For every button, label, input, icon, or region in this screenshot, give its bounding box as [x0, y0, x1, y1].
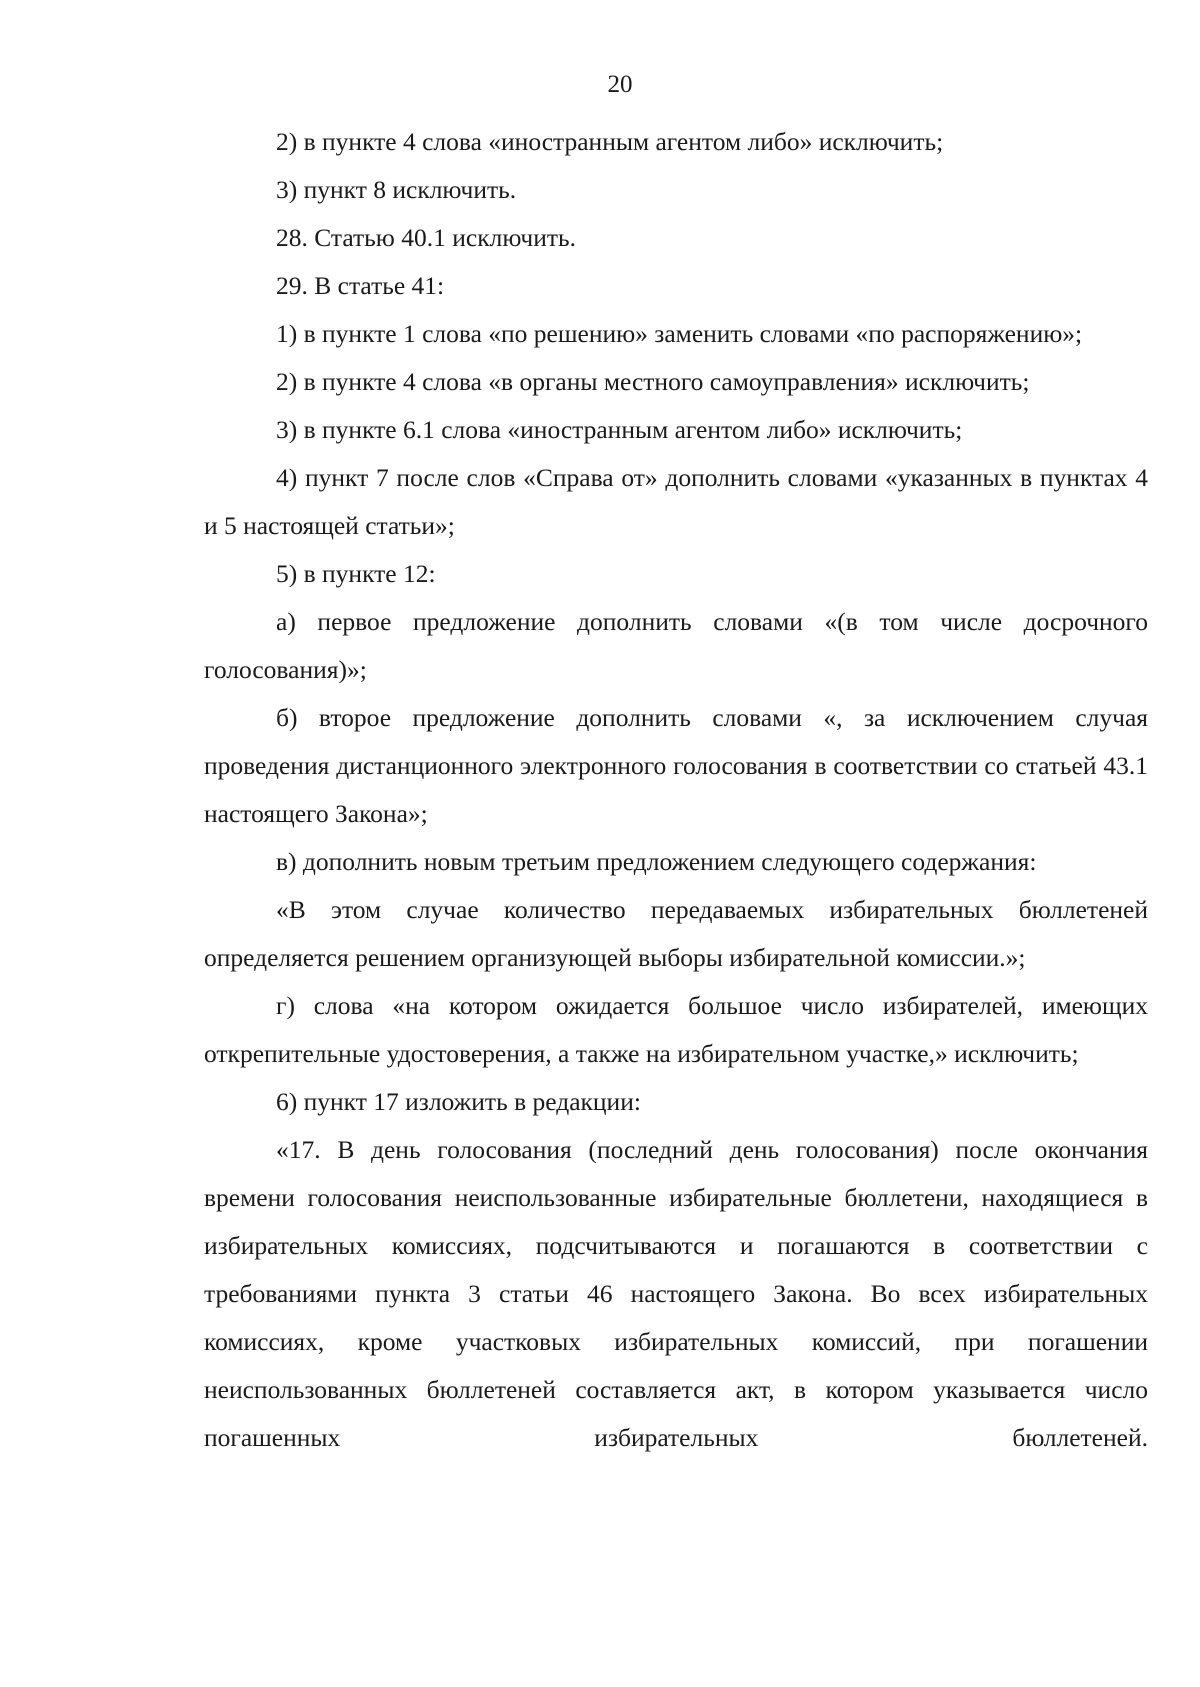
paragraph: 4) пункт 7 после слов «Справа от» дополнить словами «указанных в пунктах 4 и 5 настоящей статьи»; — [204, 463, 1148, 540]
paragraph: 28. Статью 40.1 исключить. — [276, 223, 577, 252]
paragraph: б) второе предложение дополнить словами «, за исключением случая проведения дистанционного электронного голосования в соответствии со статьей 43.1 настоящего Закона»; — [204, 703, 1148, 828]
paragraph: «17. В день голосования (последний день голосования) после окончания времени голосования неиспользованные избирательные бюллетени, находящиеся в избирательных комиссиях, подсчитываются и погашаются в соответствии с требованиями пункта 3 статьи 46 настоящего Закона. Во всех избирательных комиссиях, кроме участковых избирательных комиссий, при погашении неиспользованных бюллетеней составляется акт, в котором указывается число погашенных избирательных бюллетеней. — [204, 1135, 1148, 1452]
paragraph: а) первое предложение дополнить словами «(в том числе досрочного голосования)»; — [204, 607, 1148, 684]
paragraph: 6) пункт 17 изложить в редакции: — [276, 1087, 641, 1116]
paragraph: в) дополнить новым третьим предложением следующего содержания: — [276, 847, 1037, 876]
paragraph: 3) в пункте 6.1 слова «иностранным агентом либо» исключить; — [276, 415, 963, 444]
page-number: 20 — [607, 71, 633, 98]
paragraph: «В этом случае количество передаваемых избирательных бюллетеней определяется решением организующей выборы избирательной комиссии.»; — [204, 895, 1148, 972]
paragraph: 3) пункт 8 исключить. — [276, 175, 517, 204]
document-body — [204, 118, 1148, 1462]
paragraph: г) слова «на котором ожидается большое число избирателей, имеющих открепительные удостоверения, а также на избирательном участке,» исключить; — [204, 991, 1148, 1068]
paragraph: 2) в пункте 4 слова «в органы местного самоуправления» исключить; — [276, 367, 1030, 396]
paragraph: 1) в пункте 1 слова «по решению» заменить словами «по распоряжению»; — [276, 319, 1083, 348]
paragraph: 29. В статье 41: — [276, 271, 445, 300]
paragraph: 5) в пункте 12: — [276, 559, 436, 588]
paragraph: 2) в пункте 4 слова «иностранным агентом либо» исключить; — [276, 127, 944, 156]
